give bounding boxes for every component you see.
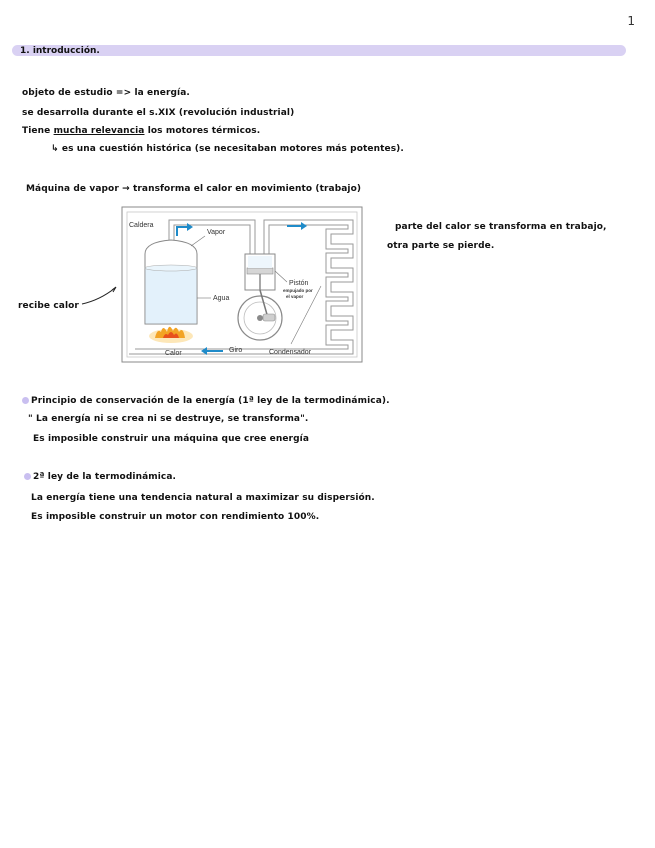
note-line-4: ↳ es una cuestión histórica (se necesitaban motores más potentes). <box>51 144 404 154</box>
label-giro: Giro <box>229 347 243 354</box>
piston-cylinder <box>245 254 275 290</box>
note-line-3-end: los motores térmicos. <box>144 126 261 136</box>
bullet-icon <box>24 473 31 480</box>
principle-1-line: Es imposible construir una máquina que cree energía <box>33 434 309 444</box>
steam-engine-diagram <box>121 206 363 363</box>
principle-2-line-2: Es imposible construir un motor con rendimiento 100%. <box>31 512 320 522</box>
principle-2-title <box>24 472 176 483</box>
label-piston-note-1: empujado por <box>283 288 313 293</box>
side-note-left: recibe calor <box>18 301 79 311</box>
principle-2-line-1: La energía tiene una tendencia natural a maximizar su dispersión. <box>31 493 375 503</box>
note-line-2: se desarrolla durante el s.XIX (revolución industrial) <box>22 108 295 118</box>
principle-1-quote: " La energía ni se crea ni se destruye, se transforma". <box>28 414 309 424</box>
side-note-right-2: otra parte se pierde. <box>387 241 495 251</box>
boiler <box>145 240 197 324</box>
section-title: 1. introducción. <box>20 46 100 56</box>
note-line-5: Máquina de vapor → transforma el calor en movimiento (trabajo) <box>26 184 362 194</box>
label-piston: Pistón <box>289 280 309 287</box>
label-condensador: Condensador <box>269 349 312 356</box>
note-line-3-underlined: mucha relevancia <box>53 126 145 136</box>
label-piston-note-2: el vapor <box>286 294 304 299</box>
note-line-3-start: Tiene <box>22 126 54 136</box>
label-agua: Agua <box>213 295 230 302</box>
principle-1-title-text: Principio de conservación de la energía (1ª ley de la termodinámica). <box>31 396 390 406</box>
principle-1-title <box>22 396 390 407</box>
bullet-icon <box>22 397 29 404</box>
label-vapor: Vapor <box>207 229 226 236</box>
label-caldera: Caldera <box>129 222 154 229</box>
label-calor: Calor <box>165 350 182 357</box>
note-line-1: objeto de estudio => la energía. <box>22 88 190 98</box>
page-number: 1 <box>627 14 635 28</box>
side-note-right-1: parte del calor se transforma en trabajo, <box>395 222 607 232</box>
principle-2-title-text: 2ª ley de la termodinámica. <box>33 472 177 482</box>
